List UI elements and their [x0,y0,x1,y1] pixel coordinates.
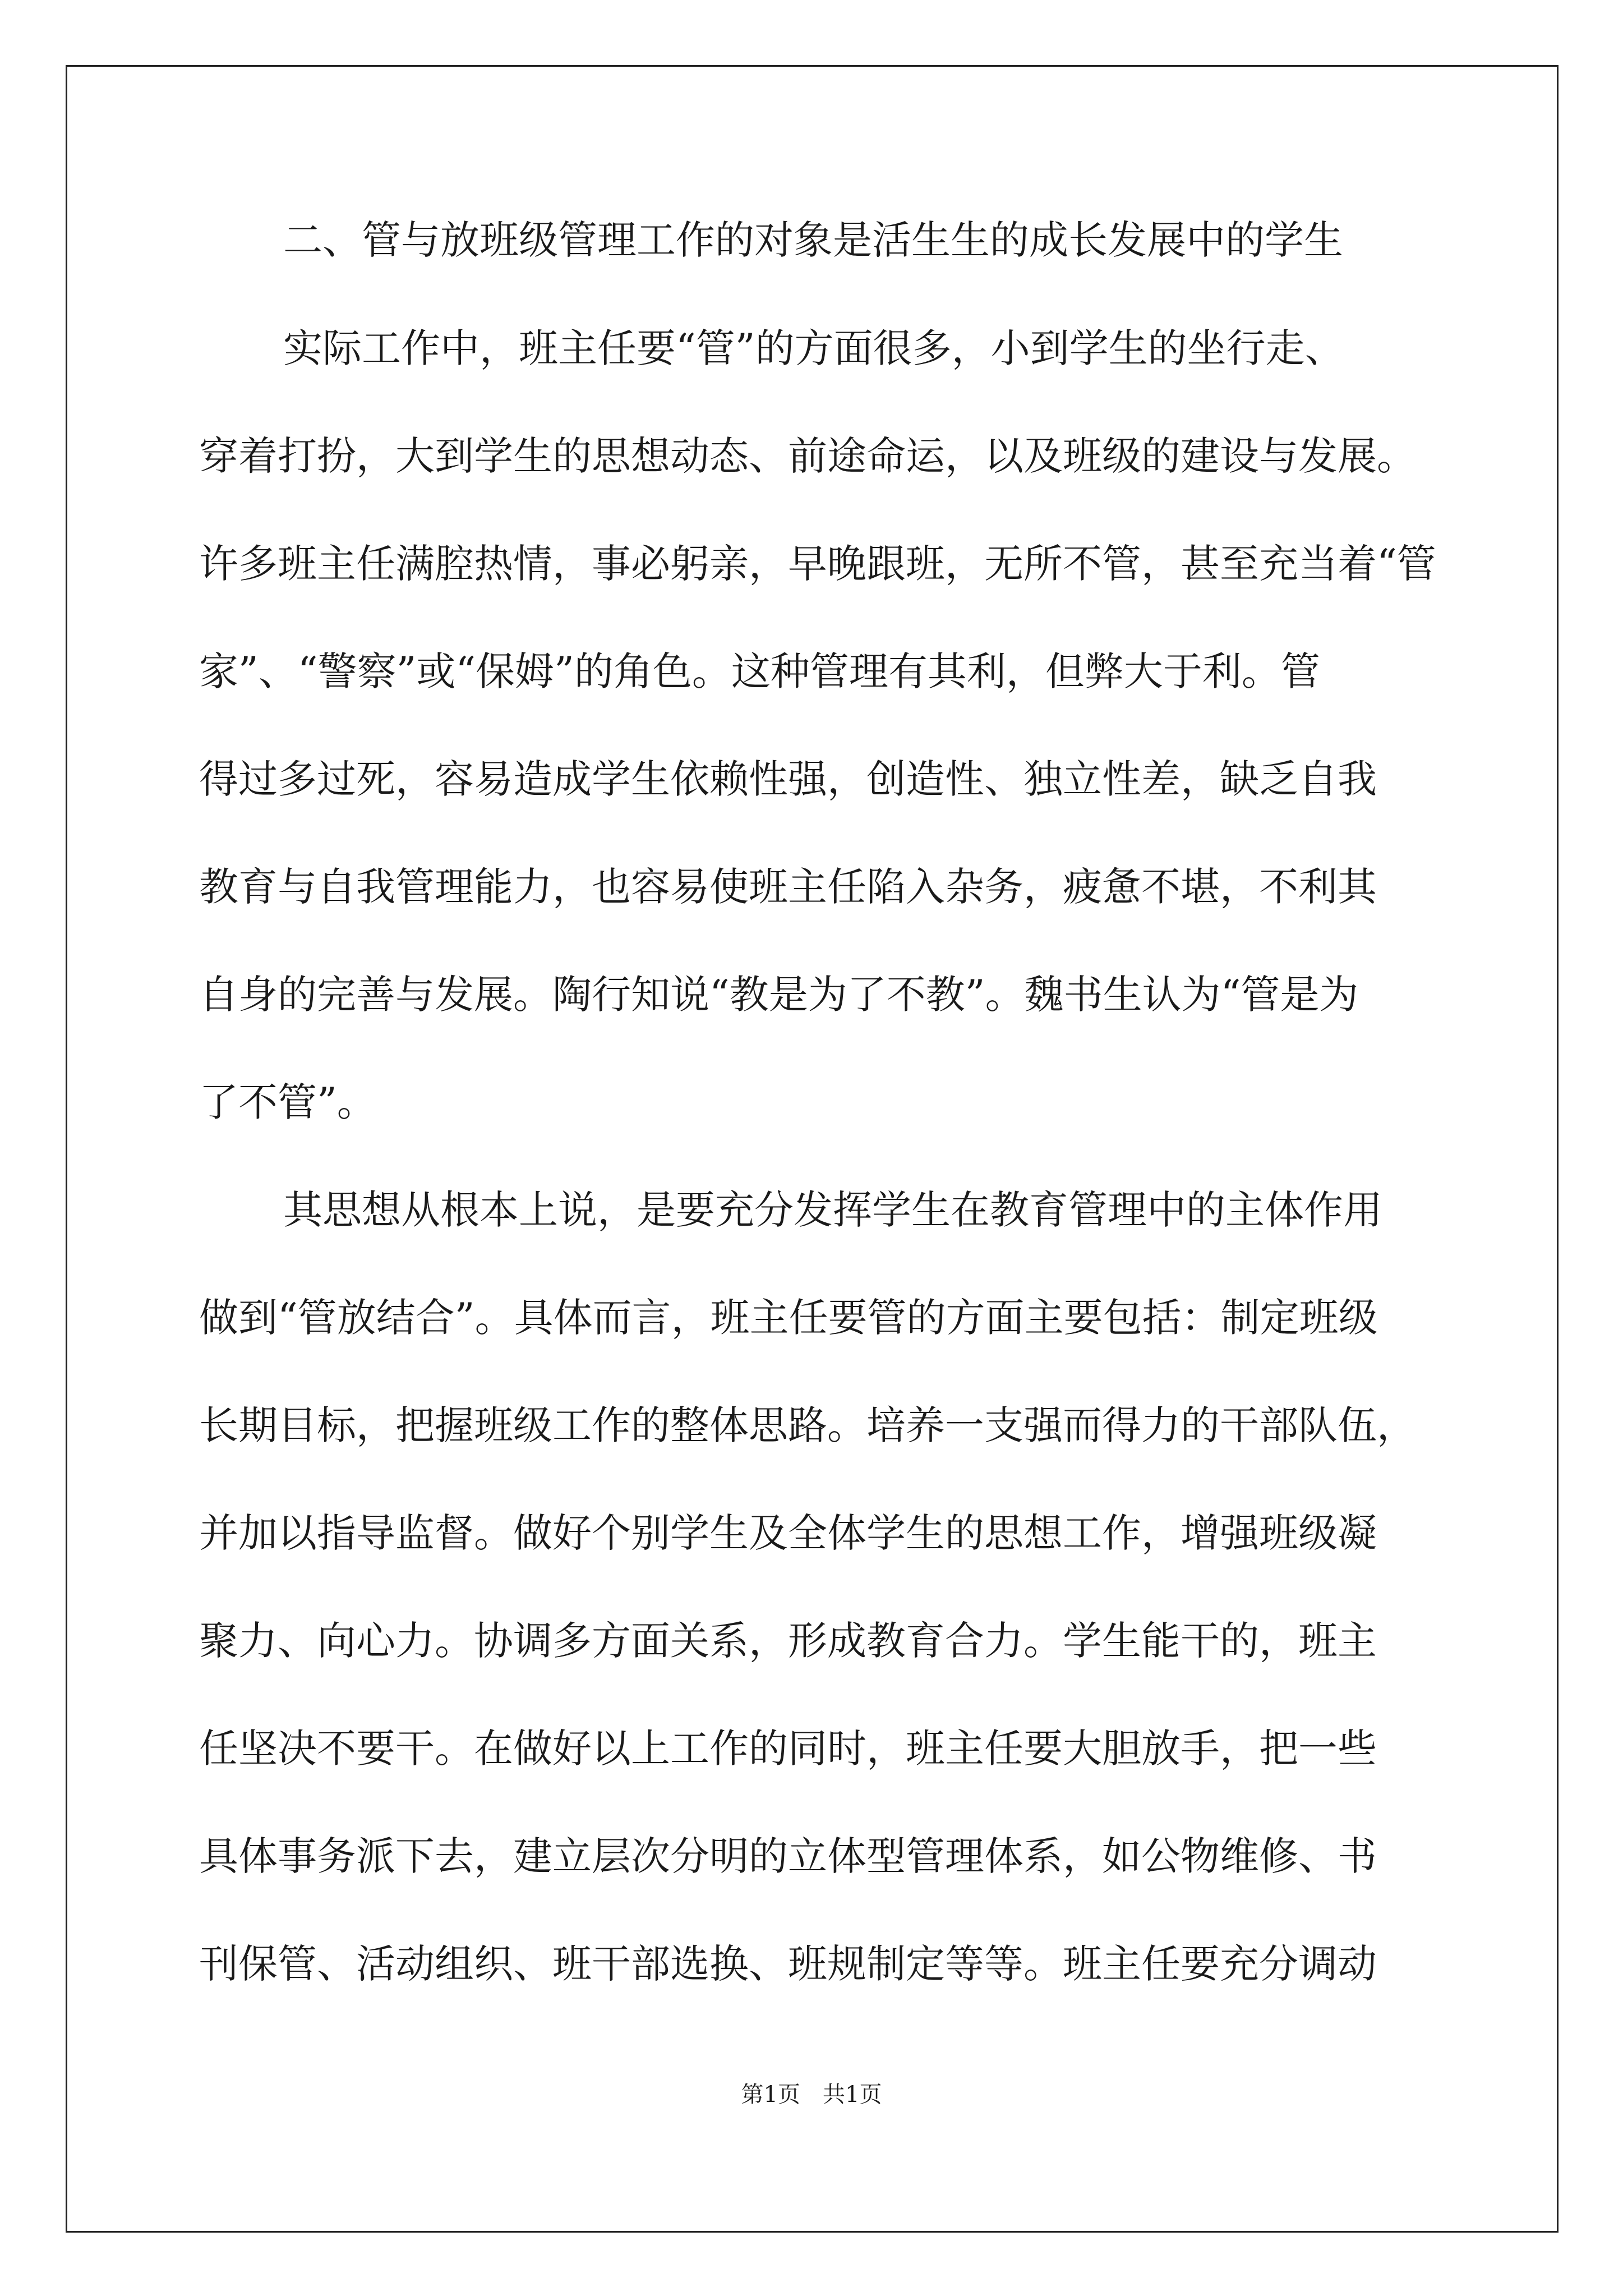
paragraph-line: 长期目标，把握班级工作的整体思路。培养一支强而得力的干部队伍， [199,1402,1416,1448]
page-border [66,65,1559,2233]
paragraph-line: 做到“管放结合”。具体而言，班主任要管的方面主要包括：制定班级 [199,1295,1378,1341]
heading-line: 二、管与放班级管理工作的对象是活生生的成长发展中的学生 [283,217,1343,263]
paragraph-line: 刊保管、活动组织、班干部选换、班规制定等等。班主任要充分调动 [199,1941,1377,1987]
paragraph-line: 任坚决不要干。在做好以上工作的同时，班主任要大胆放手，把一些 [199,1726,1377,1772]
paragraph-line: 实际工作中，班主任要“管”的方面很多，小到学生的坐行走、 [283,325,1344,371]
paragraph-line: 许多班主任满腔热情，事必躬亲，早晚跟班，无所不管，甚至充当着“管 [199,541,1436,587]
paragraph-line: 家”、“警察”或“保姆”的角色。这种管理有其利，但弊大于利。管 [199,648,1320,694]
paragraph-line: 了不管”。 [199,1079,376,1125]
paragraph-line: 教育与自我管理能力，也容易使班主任陷入杂务，疲惫不堪，不利其 [199,864,1377,910]
paragraph-line: 其思想从根本上说，是要充分发挥学生在教育管理中的主体作用 [283,1187,1382,1233]
paragraph-line: 具体事务派下去，建立层次分明的立体型管理体系，如公物维修、书 [199,1833,1377,1879]
paragraph-line: 得过多过死，容易造成学生依赖性强，创造性、独立性差，缺乏自我 [199,756,1377,802]
paragraph-line: 穿着打扮，大到学生的思想动态、前途命运，以及班级的建设与发展。 [199,433,1416,479]
page-number-footer: 第1页 共1页 [741,2082,882,2108]
paragraph-line: 自身的完善与发展。陶行知说“教是为了不教”。魏书生认为“管是为 [199,972,1359,1018]
paragraph-line: 并加以指导监督。做好个别学生及全体学生的思想工作，增强班级凝 [199,1510,1377,1556]
paragraph-line: 聚力、向心力。协调多方面关系，形成教育合力。学生能干的，班主 [199,1618,1377,1664]
